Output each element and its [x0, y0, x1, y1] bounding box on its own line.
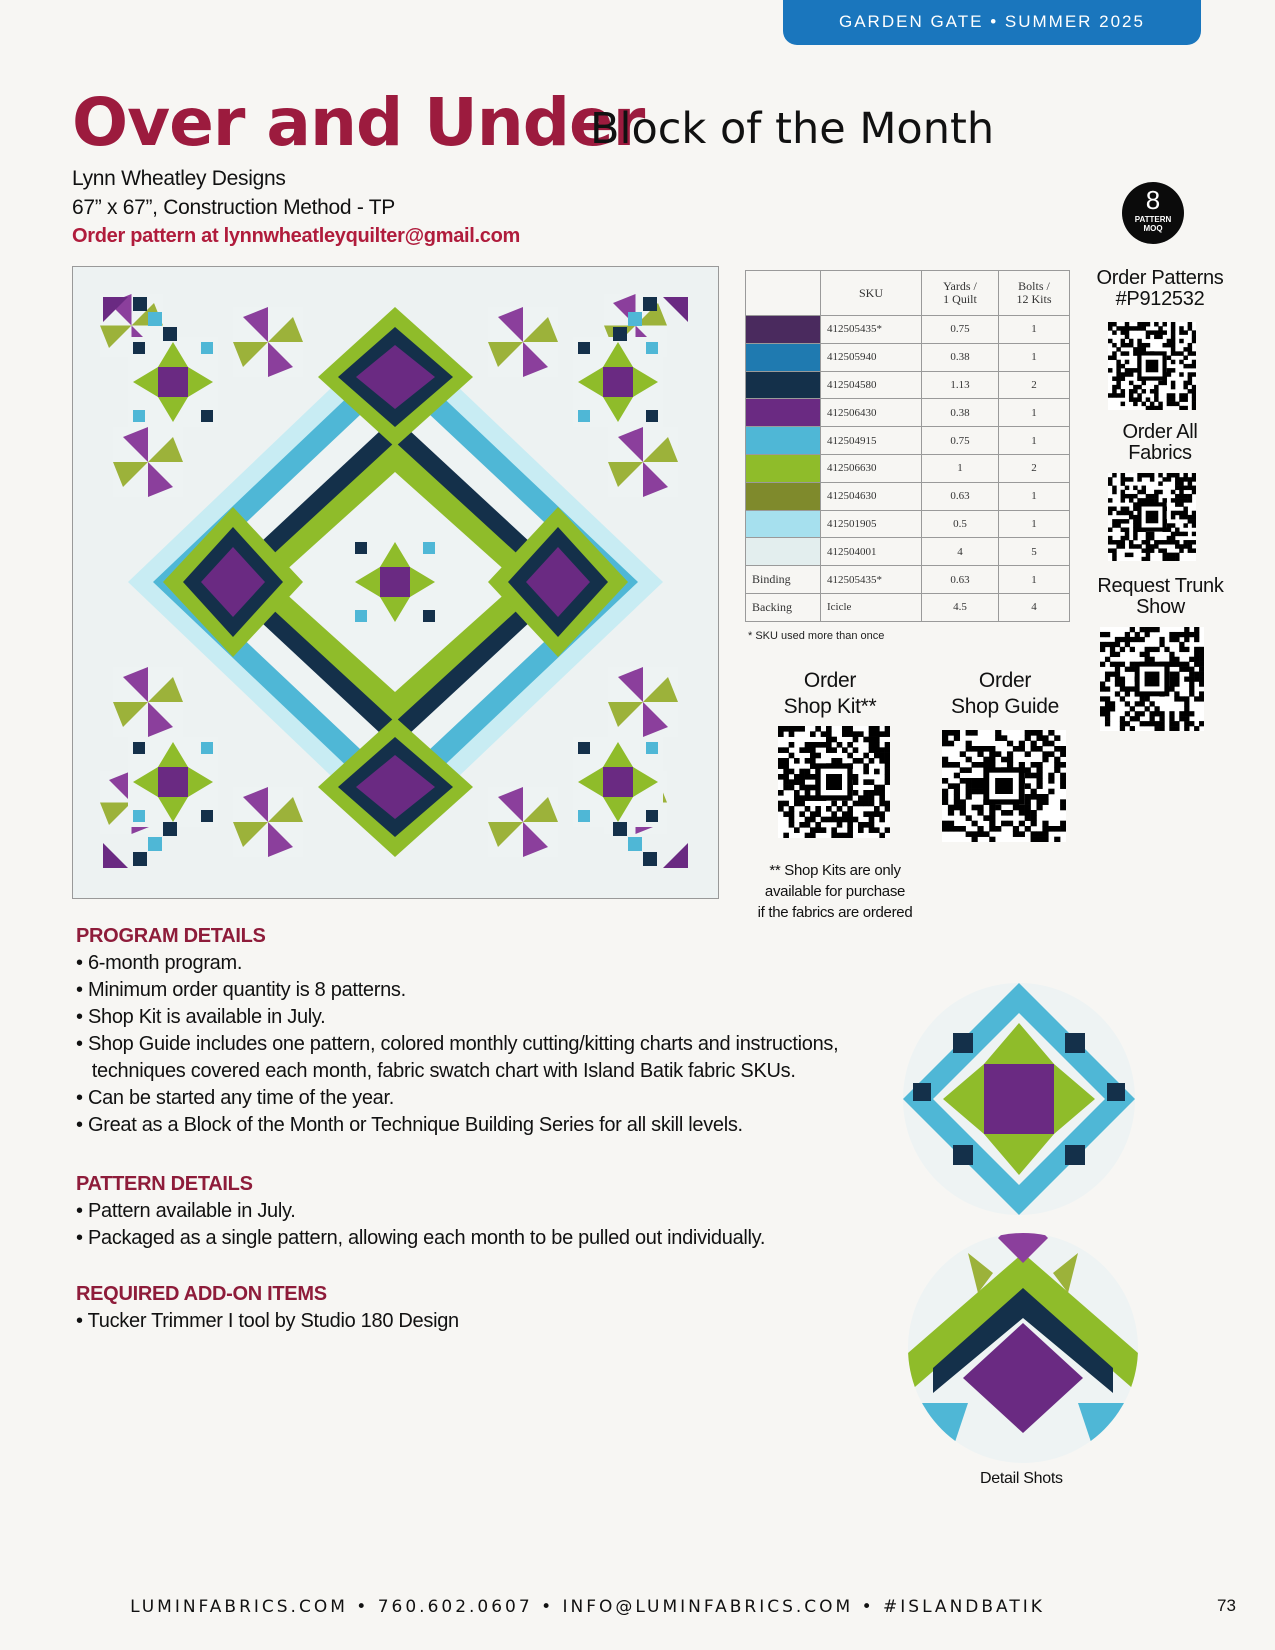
addons-list: [76, 1308, 459, 1335]
moq-label-2: MOQ: [1143, 224, 1163, 233]
shop-guide-label-1: Order: [978, 669, 1032, 692]
shop-guide-label-2: Shop Guide: [951, 695, 1059, 718]
order-patterns-label-1: Order Patterns: [1096, 267, 1224, 289]
detail-shot-2: [908, 1233, 1138, 1463]
header-banner: GARDEN GATE • SUMMER 2025: [783, 0, 1201, 45]
order-pattern-link[interactable]: Order pattern at lynnwheatleyquilter@gmail.com: [72, 225, 521, 247]
trunk-show-label: [1083, 576, 1238, 618]
row-label: Binding: [746, 566, 821, 594]
yards-cell: 0.38: [922, 343, 999, 371]
order-fabrics-qr-code[interactable]: [1108, 473, 1196, 561]
list-item: • Pattern available in July.: [76, 1200, 296, 1222]
sku-cell: 412505940: [821, 343, 922, 371]
list-item: • Shop Guide includes one pattern, colored monthly cutting/kitting charts and instructions,: [76, 1033, 839, 1055]
list-item: • Shop Kit is available in July.: [76, 1006, 326, 1028]
program-details-list: [76, 950, 838, 1139]
order-fabrics-label-2: Fabrics: [1128, 442, 1192, 464]
fabric-swatch: [746, 427, 821, 455]
table-row: [746, 510, 1070, 538]
table-row: [746, 399, 1070, 427]
list-item: • Minimum order quantity is 8 patterns.: [76, 979, 406, 1001]
fabric-swatch: [746, 399, 821, 427]
yards-cell: 1.13: [922, 371, 999, 399]
table-header-swatch: [746, 271, 821, 316]
list-item: • Great as a Block of the Month or Technique Building Series for all skill levels.: [76, 1114, 743, 1136]
yards-header-line1: Yards /: [943, 279, 977, 293]
shop-guide-label: [930, 668, 1080, 720]
list-item: • 6-month program.: [76, 952, 243, 974]
moq-number: 8: [1145, 185, 1161, 215]
sku-cell: 412504915: [821, 427, 922, 455]
bolts-cell: 1: [999, 399, 1070, 427]
yards-cell: 0.5: [922, 510, 999, 538]
sku-cell: 412506430: [821, 399, 922, 427]
moq-badge: [1122, 182, 1184, 244]
table-header-bolts: [999, 271, 1070, 316]
order-fabrics-label-1: Order All: [1122, 421, 1198, 443]
pattern-details-heading: PATTERN DETAILS: [76, 1173, 253, 1195]
bolts-cell: 2: [999, 454, 1070, 482]
size-method: 67” x 67”, Construction Method - TP: [72, 196, 395, 219]
yards-cell: 4.5: [922, 593, 999, 621]
shop-kit-label-2: Shop Kit**: [783, 695, 877, 718]
quilt-photo: [72, 266, 719, 899]
sku-cell: 412504001: [821, 538, 922, 566]
table-row: [746, 343, 1070, 371]
sku-cell: 412506630: [821, 454, 922, 482]
fabric-swatch: [746, 538, 821, 566]
yards-cell: 0.63: [922, 482, 999, 510]
list-item: • Packaged as a single pattern, allowing each month to be pulled out individually.: [76, 1227, 766, 1249]
footer-contact: LUMINFABRICS.COM • 760.602.0607 • INFO@LUMINFABRICS.COM • #ISLANDBATIK: [130, 1597, 1045, 1617]
shop-guide-qr-code[interactable]: [942, 730, 1066, 842]
page-title: Over and Under: [72, 84, 645, 161]
addons-heading: REQUIRED ADD-ON ITEMS: [76, 1283, 327, 1305]
yards-cell: 0.38: [922, 399, 999, 427]
row-label: Backing: [746, 593, 821, 621]
bolts-header-line1: Bolts /: [1018, 279, 1050, 293]
trunk-show-qr-code[interactable]: [1100, 627, 1204, 731]
sku-cell: 412504630: [821, 482, 922, 510]
order-patterns-label: [1090, 268, 1230, 310]
sku-cell: Icicle: [821, 593, 922, 621]
trunk-show-label-1: Request Trunk: [1097, 575, 1224, 597]
table-row: [746, 316, 1070, 344]
fabric-swatch: [746, 343, 821, 371]
kit-note-line2: available for purchase: [764, 883, 906, 900]
designer-name: Lynn Wheatley Designs: [72, 167, 286, 190]
table-header-yards: [922, 271, 999, 316]
page-subtitle: Block of the Month: [590, 104, 995, 154]
trunk-show-label-2: Show: [1136, 596, 1185, 618]
table-row: [746, 566, 1070, 594]
order-fabrics-label: [1090, 422, 1230, 464]
bolts-cell: 2: [999, 371, 1070, 399]
order-patterns-label-2: #P912532: [1115, 288, 1205, 310]
shop-kit-label: [760, 668, 900, 720]
table-header-sku: SKU: [821, 271, 922, 316]
sku-cell: 412504580: [821, 371, 922, 399]
table-row: [746, 427, 1070, 455]
table-row: [746, 482, 1070, 510]
fabric-swatch: [746, 316, 821, 344]
yards-cell: 0.75: [922, 427, 999, 455]
detail-shot-1: [903, 983, 1135, 1215]
bolts-cell: 4: [999, 593, 1070, 621]
bolts-cell: 1: [999, 427, 1070, 455]
table-row: [746, 454, 1070, 482]
bolts-header-line2: 12 Kits: [1016, 292, 1052, 306]
yards-cell: 4: [922, 538, 999, 566]
table-row: [746, 538, 1070, 566]
shop-kit-qr-code[interactable]: [778, 726, 890, 838]
bolts-cell: 1: [999, 316, 1070, 344]
moq-label-1: PATTERN: [1134, 215, 1172, 224]
list-item: • Tucker Trimmer I tool by Studio 180 Design: [76, 1310, 459, 1332]
fabric-table: [745, 270, 1070, 622]
sku-cell: 412505435*: [821, 566, 922, 594]
yards-header-line2: 1 Quilt: [943, 292, 977, 306]
page-number: 73: [1217, 1596, 1236, 1615]
table-row: [746, 371, 1070, 399]
sku-cell: 412505435*: [821, 316, 922, 344]
kit-note-line3: if the fabrics are ordered: [757, 904, 913, 921]
fabric-swatch: [746, 482, 821, 510]
shop-kit-note: [740, 860, 930, 923]
list-item: • Can be started any time of the year.: [76, 1087, 395, 1109]
table-row: [746, 593, 1070, 621]
bolts-cell: 5: [999, 538, 1070, 566]
bolts-cell: 1: [999, 343, 1070, 371]
kit-note-line1: ** Shop Kits are only: [769, 862, 901, 879]
fabric-swatch: [746, 371, 821, 399]
list-item: techniques covered each month, fabric swatch chart with Island Batik fabric SKUs.: [76, 1060, 796, 1082]
yards-cell: 0.75: [922, 316, 999, 344]
fabric-swatch: [746, 510, 821, 538]
program-details-heading: PROGRAM DETAILS: [76, 925, 266, 947]
bolts-cell: 1: [999, 566, 1070, 594]
pattern-details-list: [76, 1198, 765, 1252]
bolts-cell: 1: [999, 510, 1070, 538]
yards-cell: 1: [922, 454, 999, 482]
yards-cell: 0.63: [922, 566, 999, 594]
fabric-swatch: [746, 454, 821, 482]
detail-shots-caption: Detail Shots: [980, 1470, 1063, 1487]
table-footnote: * SKU used more than once: [748, 630, 885, 642]
order-patterns-qr-code[interactable]: [1108, 322, 1196, 410]
bolts-cell: 1: [999, 482, 1070, 510]
shop-kit-label-1: Order: [803, 669, 857, 692]
sku-cell: 412501905: [821, 510, 922, 538]
